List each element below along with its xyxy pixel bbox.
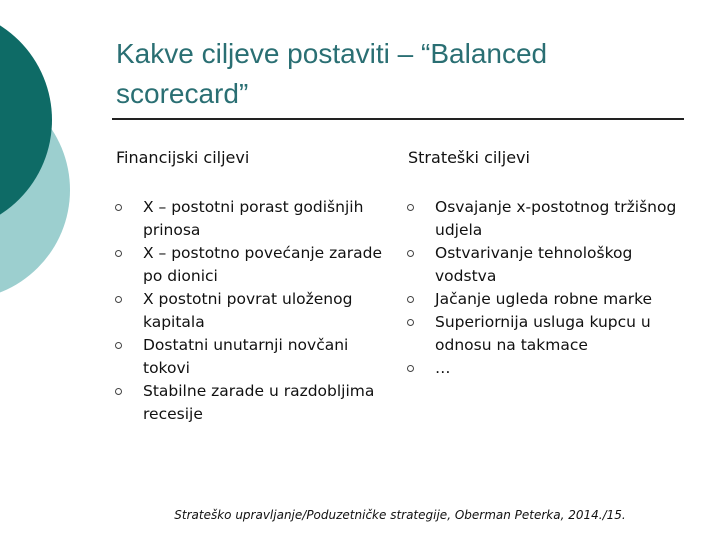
financial-goals-column: [116, 146, 386, 426]
circle-bullet-icon: [407, 365, 414, 372]
list-item: X – postotni porast godišnjih prinosa: [116, 196, 386, 242]
decorative-circles: [0, 0, 80, 300]
title-divider: [112, 118, 684, 120]
circle-bullet-icon: [407, 296, 414, 303]
slide-title: Kakve ciljeve postaviti – “Balanced scorecard”: [116, 38, 548, 109]
source-citation: Strateško upravljanje/Poduzetničke strategije, Oberman Peterka, 2014./15.: [174, 508, 626, 522]
list-item: Superiornija usluga kupcu u odnosu na takmace: [408, 311, 684, 357]
circle-bullet-icon: [115, 250, 122, 257]
list-item: X – postotno povećanje zarade po dionici: [116, 242, 386, 288]
list-item: Stabilne zarade u razdobljima recesije: [116, 380, 386, 426]
list-item: Ostvarivanje tehnološkog vodstva: [408, 242, 684, 288]
financial-goals-heading: Financijski ciljevi: [116, 148, 250, 167]
list-item: …: [408, 357, 684, 380]
circle-bullet-icon: [115, 388, 122, 395]
circle-bullet-icon: [407, 319, 414, 326]
strategic-goals-heading: Strateški ciljevi: [408, 148, 530, 167]
strategic-goals-column: [408, 146, 684, 380]
list-item: Dostatni unutarnji novčani tokovi: [116, 334, 386, 380]
circle-bullet-icon: [115, 296, 122, 303]
circle-bullet-icon: [407, 250, 414, 257]
strategic-goals-list: [408, 196, 684, 380]
financial-goals-list: [116, 196, 386, 426]
list-item: X postotni povrat uloženog kapitala: [116, 288, 386, 334]
circle-bullet-icon: [115, 342, 122, 349]
circle-bullet-icon: [115, 204, 122, 211]
list-item: Jačanje ugleda robne marke: [408, 288, 684, 311]
list-item: Osvajanje x-postotnog tržišnog udjela: [408, 196, 684, 242]
circle-bullet-icon: [407, 204, 414, 211]
